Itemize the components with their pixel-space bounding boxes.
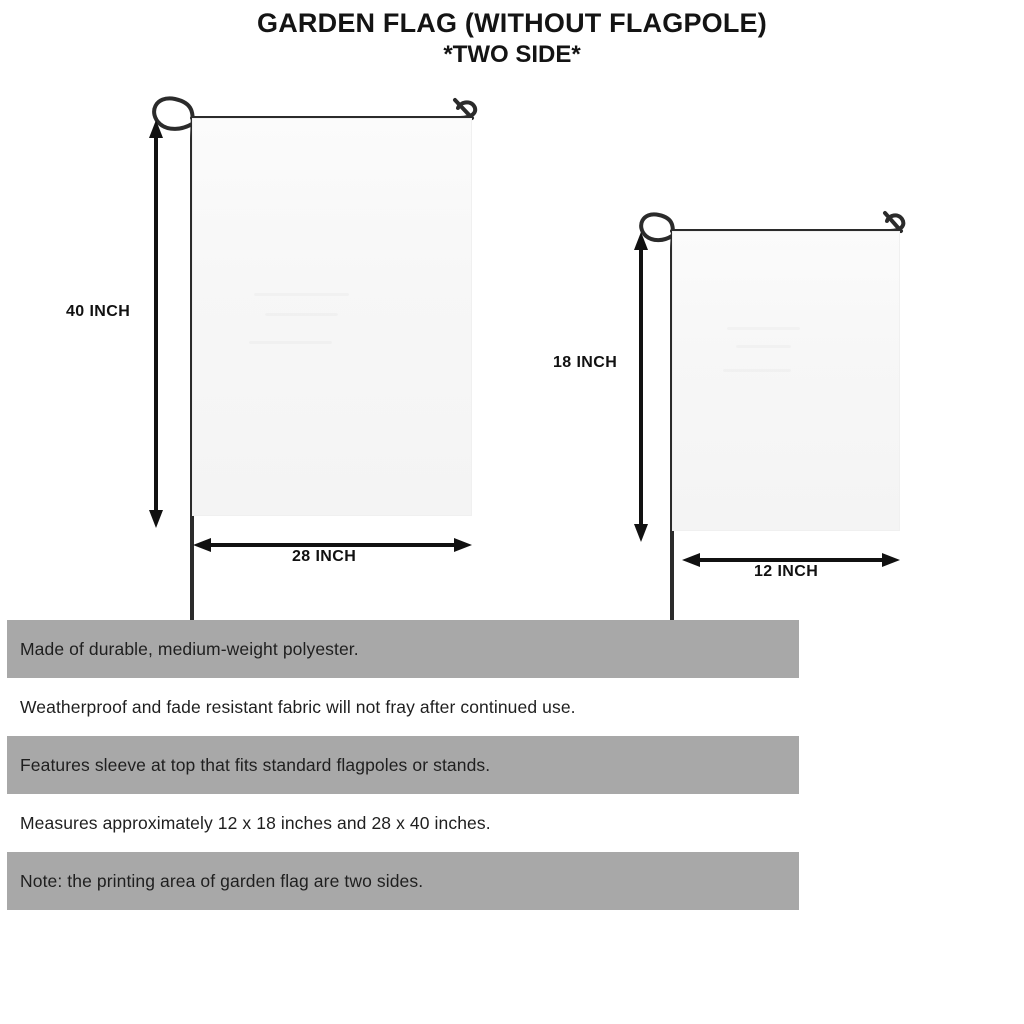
- feature-text: Weatherproof and fade resistant fabric will not fray after continued use.: [20, 696, 576, 717]
- large-flag-width-label: 28 INCH: [292, 548, 357, 565]
- list-item: [7, 852, 799, 910]
- small-flag-fabric: [672, 231, 900, 531]
- feature-text: Note: the printing area of garden flag are two sides.: [20, 870, 424, 891]
- list-item: [7, 678, 799, 736]
- list-item: [7, 620, 799, 678]
- feature-text: Measures approximately 12 x 18 inches and 28 x 40 inches.: [20, 812, 491, 833]
- title-primary: GARDEN FLAG (WITHOUT FLAGPOLE): [257, 8, 767, 38]
- large-flag-height-label: 40 INCH: [66, 303, 131, 320]
- feature-list: [7, 620, 799, 910]
- title-secondary: *TWO SIDE*: [443, 41, 581, 68]
- small-flag-height-label: 18 INCH: [553, 354, 618, 371]
- large-flag-fabric: [192, 118, 472, 516]
- small-flag-width-label: 12 INCH: [754, 563, 819, 580]
- feature-text: Features sleeve at top that fits standard flagpoles or stands.: [20, 754, 491, 775]
- feature-text: Made of durable, medium-weight polyester.: [20, 638, 359, 659]
- list-item: [7, 736, 799, 794]
- list-item: [7, 794, 799, 852]
